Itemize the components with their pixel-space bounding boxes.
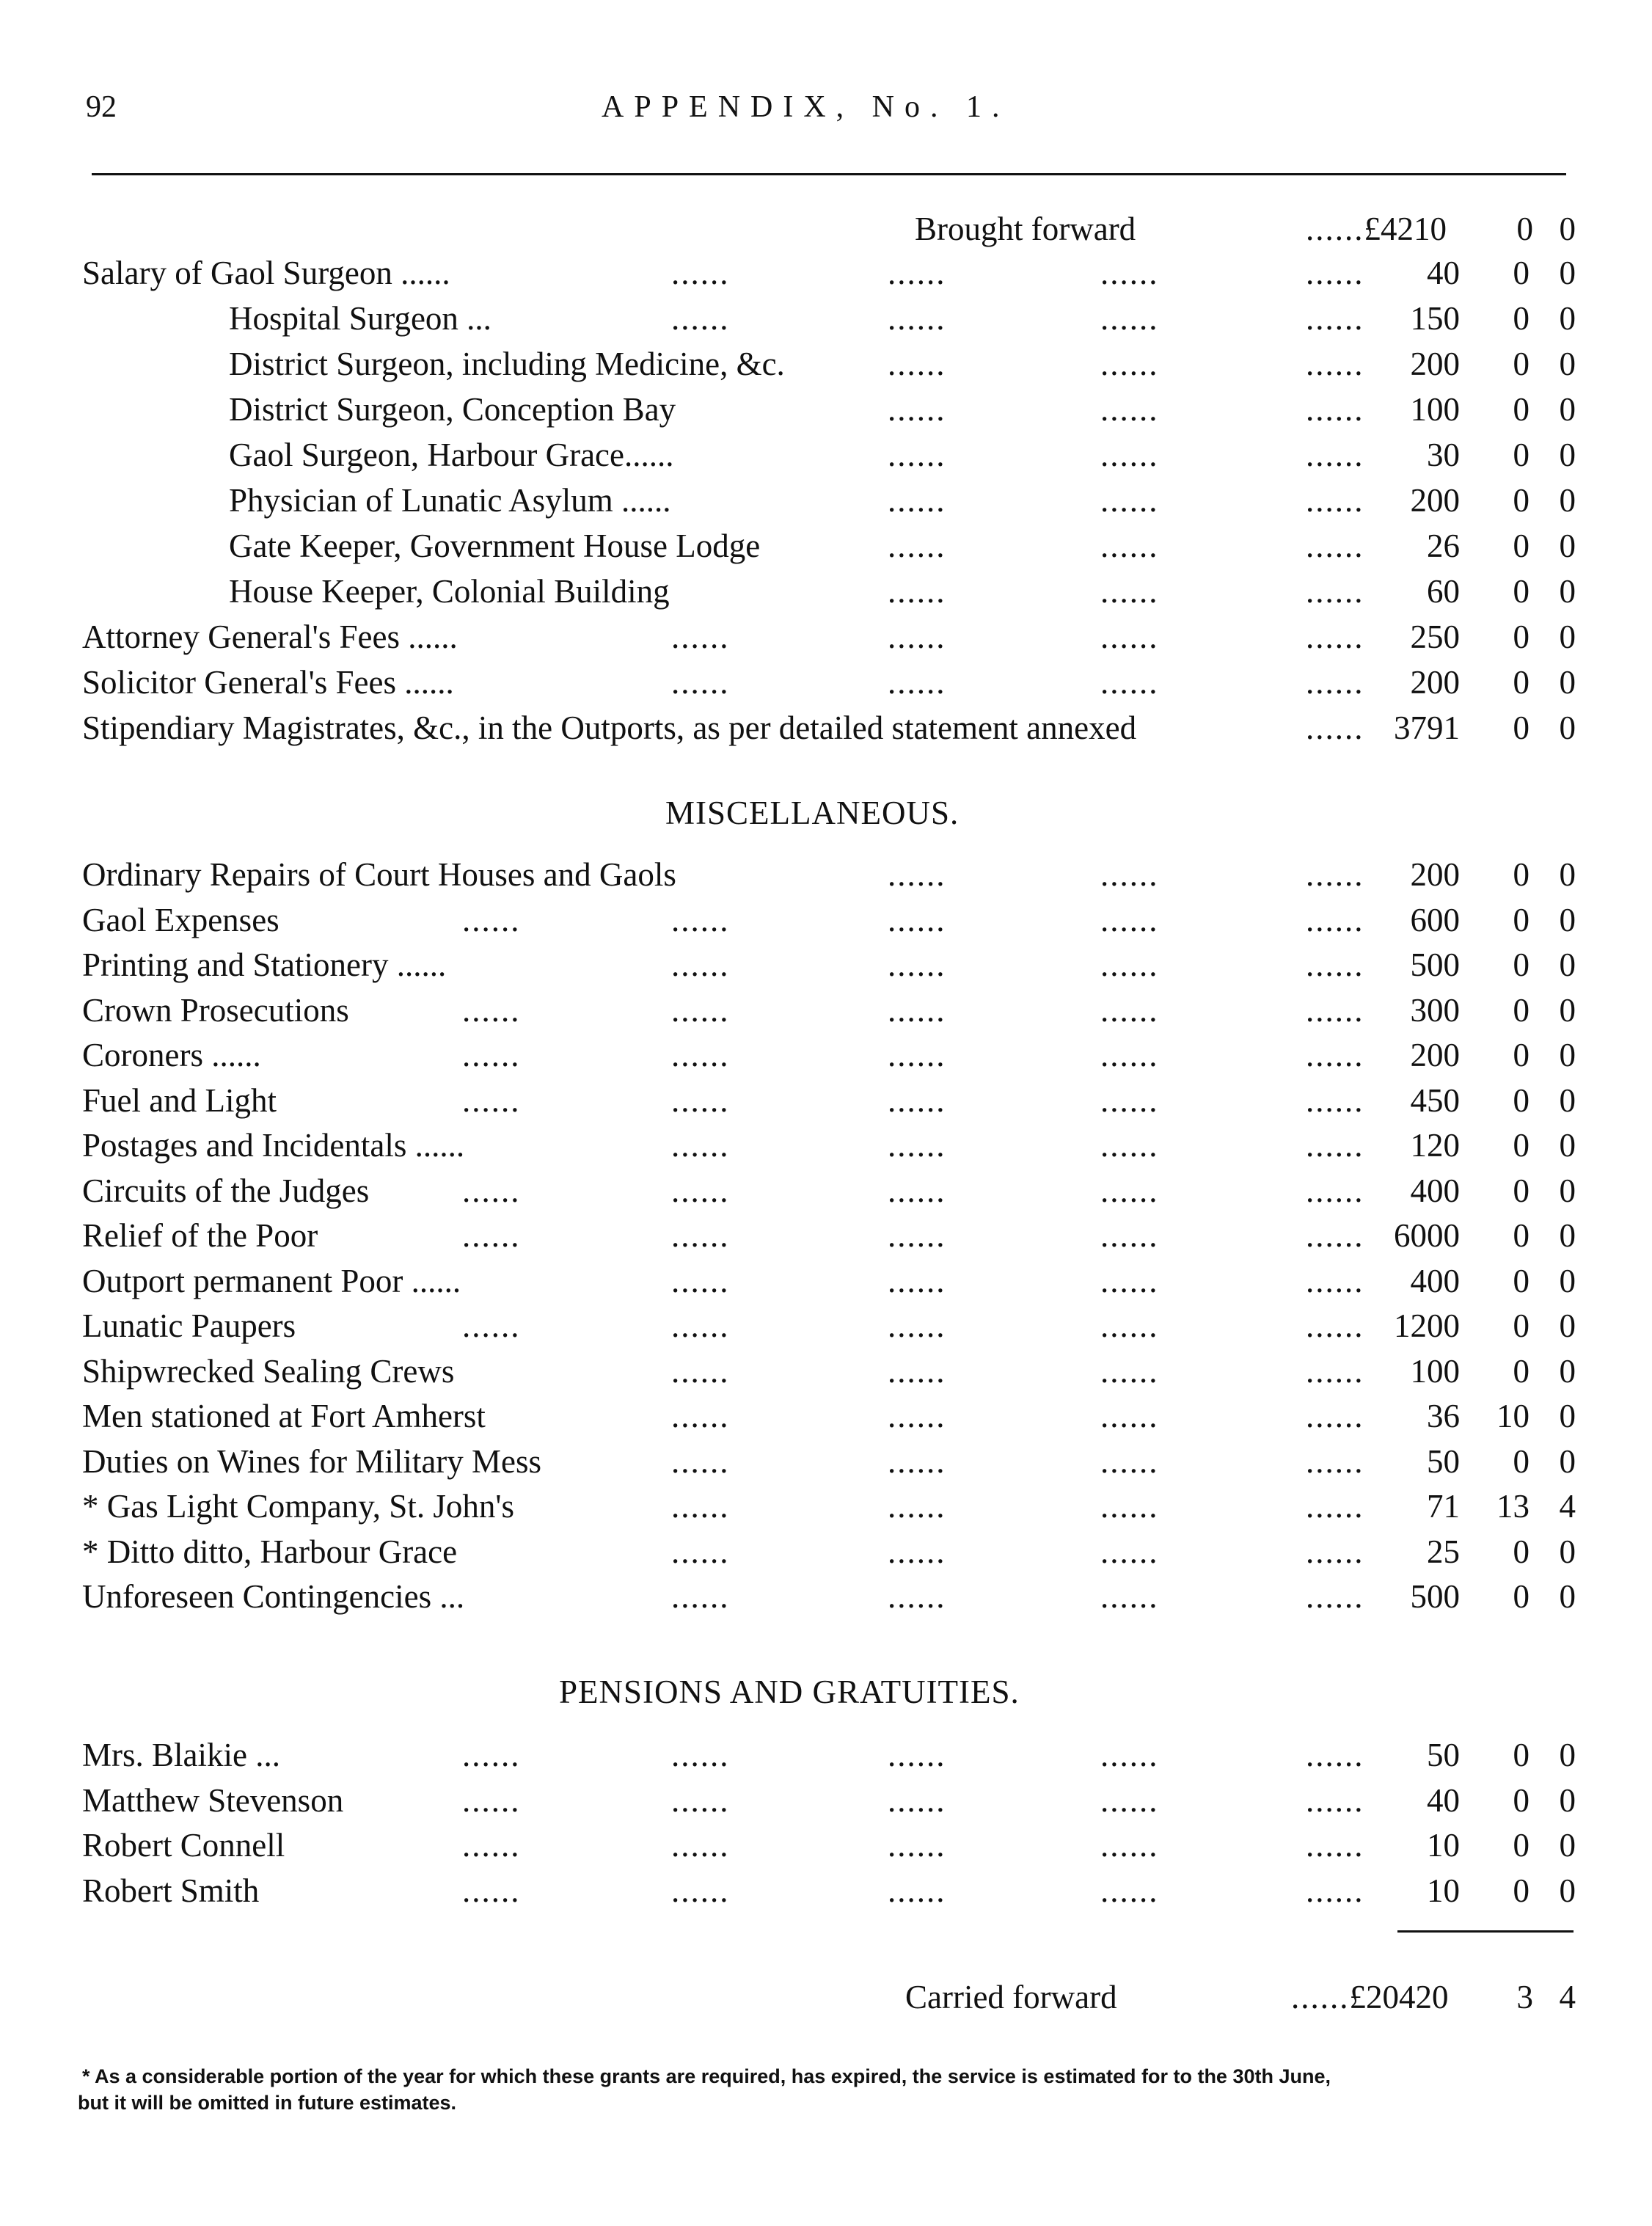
pounds-value: 300 <box>1410 992 1460 1029</box>
shillings-value: 0 <box>1513 709 1529 746</box>
footnote-line-1: * As a considerable portion of the year for which these grants are required, has expired, the service is estimated for to the 30th June, <box>82 2065 1331 2087</box>
leader-dots: ...... <box>1306 1353 1364 1390</box>
leader-dots: ...... <box>1100 1578 1159 1615</box>
leader-dots: ...... <box>888 1782 946 1819</box>
footnote-line-2: but it will be omitted in future estimates. <box>78 2092 457 2114</box>
leader-dots: ...... <box>1306 664 1364 701</box>
leader-dots: ...... <box>888 482 946 519</box>
pounds-value: 30 <box>1427 437 1460 473</box>
shillings-value: 0 <box>1513 1443 1529 1480</box>
shillings-value: 10 <box>1496 1398 1529 1434</box>
leader-dots: ...... <box>671 1398 730 1434</box>
leader-dots: ...... <box>1100 1872 1159 1909</box>
leader-dots: ...... <box>671 664 730 701</box>
leader-dots: ...... <box>1100 1443 1159 1480</box>
leader-dots: ...... <box>1100 1082 1159 1119</box>
shillings-value: 0 <box>1513 1082 1529 1119</box>
leader-dots: ...... <box>1306 1827 1364 1864</box>
pounds-value: 150 <box>1410 300 1460 337</box>
pounds-value: 50 <box>1427 1443 1460 1480</box>
pounds-value: £20420 <box>1349 1979 1449 2015</box>
leader-dots: ...... <box>1100 902 1159 938</box>
carried-forward-amount <box>1291 1981 1449 2014</box>
pounds-value: 100 <box>1410 391 1460 428</box>
item-label: District Surgeon, Conception Bay <box>229 391 676 428</box>
pounds-value: 200 <box>1410 1037 1460 1073</box>
item-label: Robert Connell <box>82 1827 285 1864</box>
page-number: 92 <box>86 90 117 124</box>
item-label: District Surgeon, including Medicine, &c. <box>229 346 785 382</box>
pounds-value: £4210 <box>1364 211 1447 247</box>
leader-dots: ...... <box>671 1827 730 1864</box>
leader-dots: ...... <box>1306 1782 1364 1819</box>
leader-dots: ...... <box>462 1172 521 1209</box>
item-label: Gaol Expenses <box>82 902 279 938</box>
item-label: Solicitor General's Fees ...... <box>82 664 454 701</box>
pence-value: 0 <box>1559 1443 1576 1480</box>
shillings-value: 0 <box>1513 1827 1529 1864</box>
shillings-value: 13 <box>1496 1488 1529 1525</box>
leader-dots: ...... <box>1306 856 1364 893</box>
shillings-value: 0 <box>1513 618 1529 655</box>
leader-dots: ...... <box>888 1127 946 1164</box>
leader-dots: ...... <box>671 1872 730 1909</box>
pence-value: 0 <box>1559 1578 1576 1615</box>
item-label: Gaol Surgeon, Harbour Grace...... <box>229 437 674 473</box>
leader-dots: ...... <box>888 255 946 291</box>
leader-dots: ...... <box>1100 346 1159 382</box>
leader-dots: ...... <box>1306 1398 1364 1434</box>
pounds-value: 40 <box>1427 1782 1460 1819</box>
leader-dots: ...... <box>462 1037 521 1073</box>
leader-dots: ...... <box>1291 1979 1350 2015</box>
pence-value: 0 <box>1559 946 1576 983</box>
item-label: Robert Smith <box>82 1872 260 1909</box>
leader-dots: ...... <box>888 618 946 655</box>
item-label: Relief of the Poor <box>82 1217 318 1254</box>
leader-dots: ...... <box>1306 1127 1364 1164</box>
leader-dots: ...... <box>1100 1307 1159 1344</box>
leader-dots: ...... <box>1306 482 1364 519</box>
leader-dots: ...... <box>1100 1398 1159 1434</box>
pence-value: 0 <box>1559 618 1576 655</box>
leader-dots: ...... <box>1100 391 1159 428</box>
leader-dots: ...... <box>671 300 730 337</box>
leader-dots: ...... <box>1306 709 1364 746</box>
pence-value: 0 <box>1559 437 1576 473</box>
carried-forward-label: Carried forward <box>905 1979 1117 2015</box>
leader-dots: ...... <box>1306 211 1364 247</box>
pensions-heading: PENSIONS AND GRATUITIES. <box>559 1674 1020 1710</box>
misc-heading: MISCELLANEOUS. <box>665 795 960 831</box>
pounds-value: 60 <box>1427 573 1460 610</box>
leader-dots: ...... <box>1100 1172 1159 1209</box>
leader-dots: ...... <box>1306 618 1364 655</box>
leader-dots: ...... <box>671 946 730 983</box>
item-label: Men stationed at Fort Amherst <box>82 1398 486 1434</box>
leader-dots: ...... <box>671 1037 730 1073</box>
leader-dots: ...... <box>1100 618 1159 655</box>
leader-dots: ...... <box>671 1172 730 1209</box>
leader-dots: ...... <box>1100 664 1159 701</box>
shillings-value: 3 <box>1516 1979 1533 2015</box>
item-label: Gate Keeper, Government House Lodge <box>229 528 761 564</box>
item-label: Postages and Incidentals ...... <box>82 1127 465 1164</box>
item-label: Salary of Gaol Surgeon ...... <box>82 255 450 291</box>
leader-dots: ...... <box>888 391 946 428</box>
shillings-value: 0 <box>1513 1037 1529 1073</box>
pounds-value: 25 <box>1427 1533 1460 1570</box>
leader-dots: ...... <box>462 1307 521 1344</box>
leader-dots: ...... <box>888 664 946 701</box>
shillings-value: 0 <box>1513 1172 1529 1209</box>
leader-dots: ...... <box>888 1082 946 1119</box>
item-label: Shipwrecked Sealing Crews <box>82 1353 455 1390</box>
pence-value: 0 <box>1559 709 1576 746</box>
leader-dots: ...... <box>671 1488 730 1525</box>
pence-value: 0 <box>1559 1172 1576 1209</box>
leader-dots: ...... <box>1100 1263 1159 1299</box>
shillings-value: 0 <box>1513 1533 1529 1570</box>
leader-dots: ...... <box>671 1578 730 1615</box>
pounds-value: 50 <box>1427 1737 1460 1773</box>
leader-dots: ...... <box>1306 1737 1364 1773</box>
pence-value: 0 <box>1559 1307 1576 1344</box>
leader-dots: ...... <box>671 618 730 655</box>
leader-dots: ...... <box>1100 1127 1159 1164</box>
leader-dots: ...... <box>1306 946 1364 983</box>
item-label: Duties on Wines for Military Mess <box>82 1443 542 1480</box>
leader-dots: ...... <box>671 1533 730 1570</box>
leader-dots: ...... <box>888 992 946 1029</box>
item-label: * Gas Light Company, St. John's <box>82 1488 514 1525</box>
item-label: Attorney General's Fees ...... <box>82 618 458 655</box>
pounds-value: 6000 <box>1394 1217 1460 1254</box>
pence-value: 0 <box>1559 1782 1576 1819</box>
leader-dots: ...... <box>1100 255 1159 291</box>
pence-value: 0 <box>1559 346 1576 382</box>
leader-dots: ...... <box>888 300 946 337</box>
leader-dots: ...... <box>671 1127 730 1164</box>
leader-dots: ...... <box>671 1307 730 1344</box>
leader-dots: ...... <box>1100 946 1159 983</box>
leader-dots: ...... <box>1100 1782 1159 1819</box>
leader-dots: ...... <box>462 1782 521 1819</box>
leader-dots: ...... <box>1100 482 1159 519</box>
pounds-value: 600 <box>1410 902 1460 938</box>
leader-dots: ...... <box>671 1782 730 1819</box>
item-label: Printing and Stationery ...... <box>82 946 447 983</box>
leader-dots: ...... <box>671 1217 730 1254</box>
shillings-value: 0 <box>1513 1307 1529 1344</box>
leader-dots: ...... <box>1306 1263 1364 1299</box>
pounds-value: 26 <box>1427 528 1460 564</box>
leader-dots: ...... <box>1306 300 1364 337</box>
leader-dots: ...... <box>888 1353 946 1390</box>
leader-dots: ...... <box>1306 255 1364 291</box>
pence-value: 0 <box>1559 391 1576 428</box>
pence-value: 0 <box>1559 1127 1576 1164</box>
brought-forward-label: Brought forward <box>915 211 1136 247</box>
pounds-value: 200 <box>1410 346 1460 382</box>
leader-dots: ...... <box>888 573 946 610</box>
leader-dots: ...... <box>888 1737 946 1773</box>
pence-value: 0 <box>1559 1037 1576 1073</box>
item-label: Ordinary Repairs of Court Houses and Gaols <box>82 856 676 893</box>
leader-dots: ...... <box>462 1737 521 1773</box>
shillings-value: 0 <box>1513 1127 1529 1164</box>
pence-value: 0 <box>1559 1263 1576 1299</box>
pence-value: 0 <box>1559 528 1576 564</box>
leader-dots: ...... <box>888 1872 946 1909</box>
item-label: Mrs. Blaikie ... <box>82 1737 280 1773</box>
shillings-value: 0 <box>1513 946 1529 983</box>
shillings-value: 0 <box>1513 1737 1529 1773</box>
brought-forward-amount <box>1306 213 1447 246</box>
leader-dots: ...... <box>671 992 730 1029</box>
pence-value: 0 <box>1559 1737 1576 1773</box>
leader-dots: ...... <box>1100 1737 1159 1773</box>
leader-dots: ...... <box>671 1353 730 1390</box>
shillings-value: 0 <box>1513 992 1529 1029</box>
leader-dots: ...... <box>888 1263 946 1299</box>
pounds-value: 120 <box>1410 1127 1460 1164</box>
leader-dots: ...... <box>1100 1488 1159 1525</box>
leader-dots: ...... <box>1100 1533 1159 1570</box>
leader-dots: ...... <box>1306 573 1364 610</box>
pounds-value: 450 <box>1410 1082 1460 1119</box>
pounds-value: 10 <box>1427 1827 1460 1864</box>
pence-value: 0 <box>1559 1827 1576 1864</box>
leader-dots: ...... <box>462 1827 521 1864</box>
shillings-value: 0 <box>1513 391 1529 428</box>
leader-dots: ...... <box>888 1217 946 1254</box>
pence-value: 0 <box>1559 573 1576 610</box>
pence-value: 0 <box>1559 992 1576 1029</box>
header-rule <box>92 173 1566 175</box>
pounds-value: 71 <box>1427 1488 1460 1525</box>
item-label: Circuits of the Judges <box>82 1172 370 1209</box>
shillings-value: 0 <box>1513 1872 1529 1909</box>
leader-dots: ...... <box>462 902 521 938</box>
page-title: APPENDIX, No. 1. <box>602 90 1010 124</box>
leader-dots: ...... <box>1306 992 1364 1029</box>
leader-dots: ...... <box>1100 1827 1159 1864</box>
shillings-value: 0 <box>1513 346 1529 382</box>
leader-dots: ...... <box>888 346 946 382</box>
leader-dots: ...... <box>1306 1488 1364 1525</box>
leader-dots: ...... <box>462 1217 521 1254</box>
leader-dots: ...... <box>1306 1217 1364 1254</box>
pence-value: 0 <box>1559 856 1576 893</box>
leader-dots: ...... <box>462 1082 521 1119</box>
pence-value: 0 <box>1559 1398 1576 1434</box>
leader-dots: ...... <box>888 437 946 473</box>
leader-dots: ...... <box>1306 902 1364 938</box>
shillings-value: 0 <box>1513 1782 1529 1819</box>
leader-dots: ...... <box>1306 1172 1364 1209</box>
pounds-value: 40 <box>1427 255 1460 291</box>
pounds-value: 1200 <box>1394 1307 1460 1344</box>
leader-dots: ...... <box>671 1443 730 1480</box>
leader-dots: ...... <box>1306 1082 1364 1119</box>
pence-value: 0 <box>1559 902 1576 938</box>
leader-dots: ...... <box>888 856 946 893</box>
leader-dots: ...... <box>1100 1217 1159 1254</box>
pounds-value: 500 <box>1410 946 1460 983</box>
shillings-value: 0 <box>1513 1217 1529 1254</box>
leader-dots: ...... <box>1100 1353 1159 1390</box>
leader-dots: ...... <box>1100 1037 1159 1073</box>
leader-dots: ...... <box>462 1872 521 1909</box>
shillings-value: 0 <box>1513 300 1529 337</box>
leader-dots: ...... <box>888 528 946 564</box>
leader-dots: ...... <box>1306 391 1364 428</box>
pence-value: 0 <box>1559 1353 1576 1390</box>
leader-dots: ...... <box>671 1737 730 1773</box>
pounds-value: 100 <box>1410 1353 1460 1390</box>
leader-dots: ...... <box>1100 300 1159 337</box>
leader-dots: ...... <box>1306 1307 1364 1344</box>
leader-dots: ...... <box>1100 573 1159 610</box>
leader-dots: ...... <box>671 1263 730 1299</box>
pounds-value: 3791 <box>1394 709 1460 746</box>
pence-value: 0 <box>1559 1533 1576 1570</box>
item-label: Stipendiary Magistrates, &c., in the Outports, as per detailed statement annexed <box>82 709 1137 746</box>
pounds-value: 10 <box>1427 1872 1460 1909</box>
item-label: Coroners ...... <box>82 1037 261 1073</box>
leader-dots: ...... <box>888 946 946 983</box>
leader-dots: ...... <box>888 902 946 938</box>
leader-dots: ...... <box>888 1172 946 1209</box>
leader-dots: ...... <box>888 1578 946 1615</box>
leader-dots: ...... <box>671 1082 730 1119</box>
pounds-value: 500 <box>1410 1578 1460 1615</box>
total-rule-short <box>1496 1930 1570 1933</box>
item-label: Matthew Stevenson <box>82 1782 344 1819</box>
leader-dots: ...... <box>888 1488 946 1525</box>
pence-value: 0 <box>1559 482 1576 519</box>
leader-dots: ...... <box>888 1037 946 1073</box>
leader-dots: ...... <box>1100 437 1159 473</box>
item-label: Hospital Surgeon ... <box>229 300 491 337</box>
shillings-value: 0 <box>1516 211 1533 247</box>
item-label: Unforeseen Contingencies ... <box>82 1578 465 1615</box>
leader-dots: ...... <box>888 1443 946 1480</box>
leader-dots: ...... <box>1306 346 1364 382</box>
leader-dots: ...... <box>1100 856 1159 893</box>
pounds-value: 200 <box>1410 856 1460 893</box>
shillings-value: 0 <box>1513 528 1529 564</box>
leader-dots: ...... <box>1306 1578 1364 1615</box>
leader-dots: ...... <box>888 1307 946 1344</box>
leader-dots: ...... <box>1306 1037 1364 1073</box>
pence-value: 0 <box>1559 1082 1576 1119</box>
shillings-value: 0 <box>1513 437 1529 473</box>
shillings-value: 0 <box>1513 856 1529 893</box>
pounds-value: 200 <box>1410 482 1460 519</box>
leader-dots: ...... <box>888 1398 946 1434</box>
leader-dots: ...... <box>462 992 521 1029</box>
shillings-value: 0 <box>1513 1578 1529 1615</box>
item-label: Fuel and Light <box>82 1082 277 1119</box>
pounds-value: 250 <box>1410 618 1460 655</box>
pence-value: 0 <box>1559 664 1576 701</box>
pence-value: 0 <box>1559 300 1576 337</box>
leader-dots: ...... <box>671 902 730 938</box>
shillings-value: 0 <box>1513 482 1529 519</box>
item-label: Physician of Lunatic Asylum ...... <box>229 482 671 519</box>
item-label: Outport permanent Poor ...... <box>82 1263 461 1299</box>
pounds-value: 400 <box>1410 1172 1460 1209</box>
item-label: * Ditto ditto, Harbour Grace <box>82 1533 458 1570</box>
pence-value: 0 <box>1559 1217 1576 1254</box>
shillings-value: 0 <box>1513 255 1529 291</box>
item-label: Crown Prosecutions <box>82 992 349 1029</box>
pence-value: 4 <box>1559 1979 1576 2015</box>
leader-dots: ...... <box>888 1827 946 1864</box>
leader-dots: ...... <box>1306 1443 1364 1480</box>
leader-dots: ...... <box>1306 437 1364 473</box>
leader-dots: ...... <box>1306 528 1364 564</box>
leader-dots: ...... <box>1306 1872 1364 1909</box>
shillings-value: 0 <box>1513 664 1529 701</box>
pence-value: 4 <box>1559 1488 1576 1525</box>
shillings-value: 0 <box>1513 1353 1529 1390</box>
leader-dots: ...... <box>1100 528 1159 564</box>
pounds-value: 36 <box>1427 1398 1460 1434</box>
shillings-value: 0 <box>1513 1263 1529 1299</box>
leader-dots: ...... <box>1100 992 1159 1029</box>
item-label: House Keeper, Colonial Building <box>229 573 670 610</box>
leader-dots: ...... <box>888 1533 946 1570</box>
pence-value: 0 <box>1559 211 1576 247</box>
leader-dots: ...... <box>1306 1533 1364 1570</box>
pounds-value: 400 <box>1410 1263 1460 1299</box>
item-label: Lunatic Paupers <box>82 1307 296 1344</box>
pounds-value: 200 <box>1410 664 1460 701</box>
shillings-value: 0 <box>1513 573 1529 610</box>
pence-value: 0 <box>1559 255 1576 291</box>
pence-value: 0 <box>1559 1872 1576 1909</box>
shillings-value: 0 <box>1513 902 1529 938</box>
leader-dots: ...... <box>671 255 730 291</box>
